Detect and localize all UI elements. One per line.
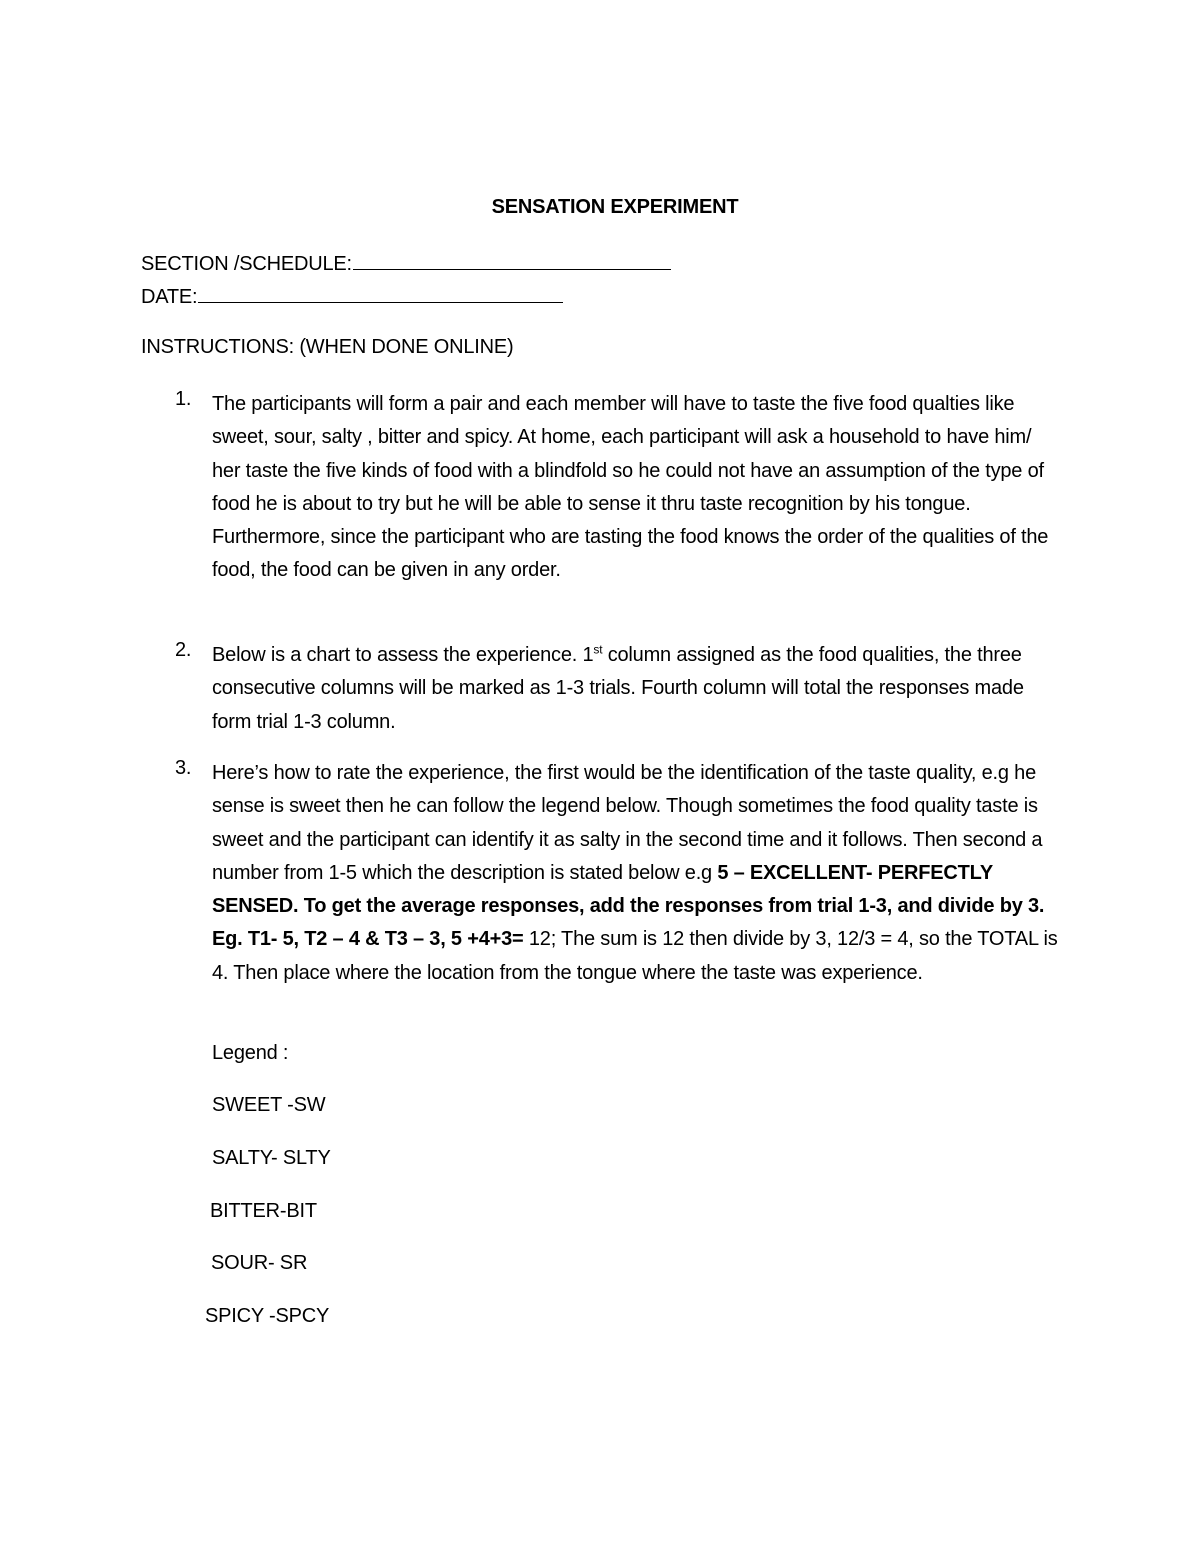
legend-entry-sour: SOUR- SR <box>211 1252 308 1274</box>
instruction-text <box>212 639 1062 739</box>
instruction-number: 3. <box>175 757 192 779</box>
section-schedule-label: SECTION /SCHEDULE: <box>141 253 352 275</box>
legend-entry-salty: SALTY- SLTY <box>212 1147 331 1169</box>
instructions-heading: INSTRUCTIONS: (WHEN DONE ONLINE) <box>141 336 514 358</box>
legend-entry-spicy: SPICY -SPCY <box>205 1305 330 1327</box>
legend-entry-sweet: SWEET -SW <box>212 1094 326 1116</box>
instruction-text <box>212 757 1062 990</box>
instruction-bold-text: 5 – EXCELLENT- PERFECTLY SENSED. To get the average responses, add the responses from trial 1-3, and divide by 3. Eg. T1- 5, T2 – 4 & T3 – 3, 5 +4+3= <box>212 861 1045 951</box>
date-label: DATE: <box>141 286 198 308</box>
date-blank-line <box>198 284 563 303</box>
legend-heading: Legend : <box>212 1042 289 1064</box>
document-title: SENSATION EXPERIMENT <box>491 196 739 218</box>
instruction-text-part: column assigned as the food qualities, the three consecutive columns will be marked as 1-3 trials. Fourth column will total the responses made form trial 1-3 column. <box>212 644 1024 733</box>
section-schedule-blank-line <box>353 251 671 270</box>
instruction-text-part: 12; The sum is 12 then divide by 3, 12/3 = 4, so the TOTAL is 4. Then place where the location from the tongue where the taste was experience. <box>212 928 1058 984</box>
ordinal-superscript: st <box>593 642 603 657</box>
instruction-text-part: Below is a chart to assess the experience. 1 <box>212 644 594 666</box>
date-field <box>141 284 563 309</box>
section-schedule-field <box>141 251 671 276</box>
instruction-number: 1. <box>175 388 192 410</box>
instruction-number: 2. <box>175 639 192 661</box>
legend-entry-bitter: BITTER-BIT <box>210 1200 317 1222</box>
instruction-text: The participants will form a pair and each member will have to taste the five food qualties like sweet, sour, salty , bitter and spicy. At home, each participant will ask a household to have him/ her taste the five kinds of food with a blindfold so he could not have an assumption of the type of food he is about to try but he will be able to sense it thru taste recognition by his tongue. Furthermore, since the participant who are tasting the food knows the order of the qualities of the food, the food can be given in any order. <box>212 393 1049 582</box>
instruction-text-part: Here’s how to rate the experience, the first would be the identification of the taste quality, e.g he sense is sweet then he can follow the legend below. Though sometimes the food quality taste is sweet and the participant can identify it as salty in the second time and it follows. Then second a number from 1-5 which the description is stated below e.g <box>212 762 1043 884</box>
